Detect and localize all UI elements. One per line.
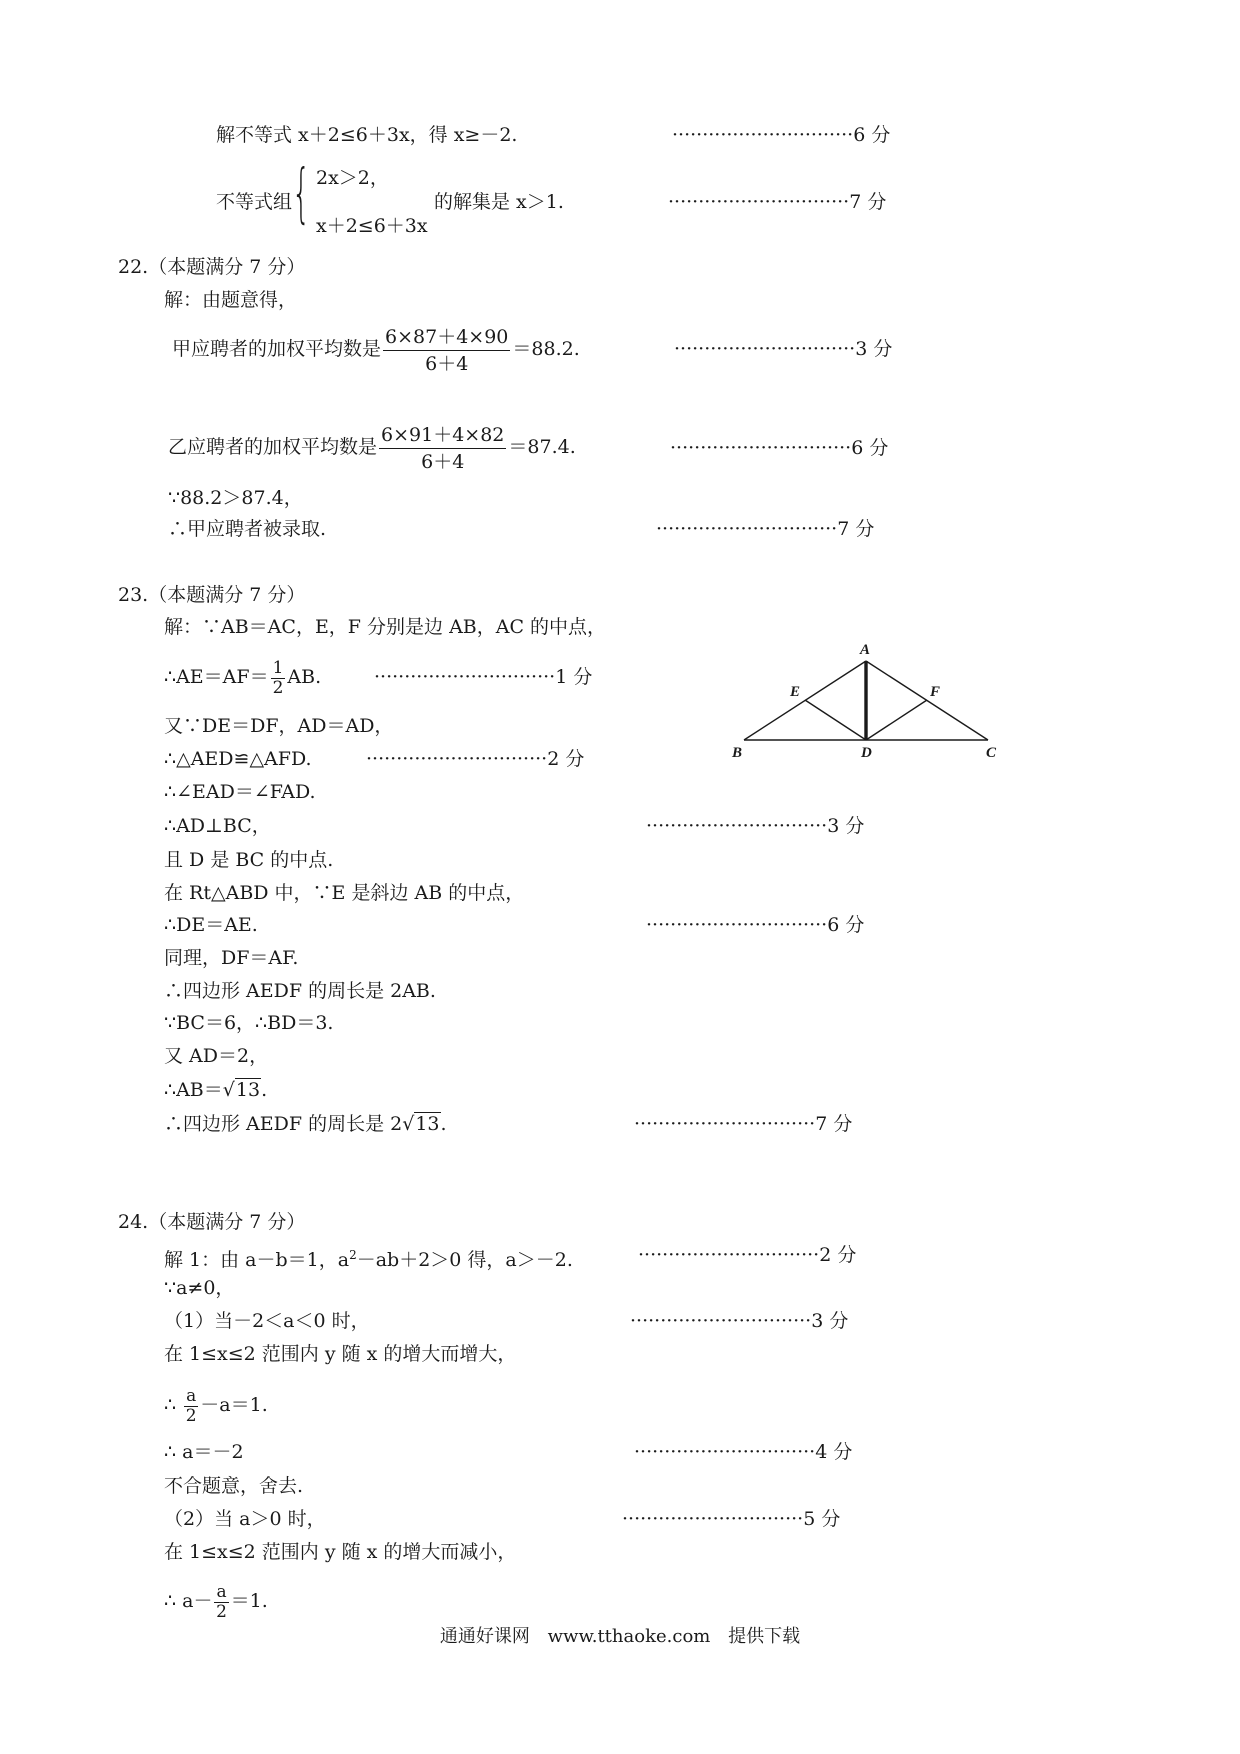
score-mark: ······························2 分 xyxy=(366,748,585,770)
footer-site: 通通好课网 xyxy=(439,1626,530,1647)
answer-line: ∴ a＝－2 xyxy=(164,1441,244,1463)
answer-line: 且 D 是 BC 的中点. xyxy=(164,849,334,871)
answer-line: （1）当－2＜a＜0 时， xyxy=(164,1310,370,1332)
score-mark: ······························7 分 xyxy=(634,1113,853,1135)
label-a: A xyxy=(860,642,871,658)
answer-line: ∵BC＝6，∴BD＝3. xyxy=(164,1012,334,1034)
label-d: D xyxy=(861,745,872,760)
answer-line: 解：∵AB＝AC，E，F 分别是边 AB，AC 的中点， xyxy=(164,616,607,638)
answer-line: ∴DE＝AE. xyxy=(164,914,258,936)
score-mark: ······························5 分 xyxy=(622,1508,841,1530)
fraction: $\frac{a}{2}$ xyxy=(216,1581,227,1622)
question-title: 23.（本题满分 7 分） xyxy=(118,584,306,606)
segment-ed xyxy=(805,700,866,740)
score-mark: ······························6 分 xyxy=(672,124,891,146)
answer-line: ∴四边形 AEDF 的周长是 2AB. xyxy=(164,980,436,1002)
answer-line: ∴四边形 AEDF 的周长是 2√13. xyxy=(164,1113,447,1135)
fraction: $\frac{1}{2}$ xyxy=(272,657,284,698)
label-e: E xyxy=(790,684,801,700)
answer-line: 解 1：由 a－b＝1，$a^2-ab+2>0$ 得，a＞－2. xyxy=(164,1248,573,1271)
answer-line: ∴ a－ $\frac{a}{2}$ ＝1. xyxy=(164,1581,268,1622)
answer-line: 甲应聘者的加权平均数是 $\frac{6\times 87+4\times 90}{6+4}$ ＝88.2. xyxy=(172,325,580,375)
score-mark: ······························7 分 xyxy=(668,191,887,213)
answer-line: ∴AB＝√13. xyxy=(164,1079,268,1101)
answer-line: ∵88.2＞87.4， xyxy=(168,487,303,509)
sqrt-expression: √13 xyxy=(402,1113,440,1135)
answer-line: 又 AD＝2， xyxy=(164,1045,269,1067)
answer-line: ∵a≠0， xyxy=(164,1277,235,1299)
label-b: B xyxy=(732,745,743,760)
answer-line: 解不等式 x＋2≤6＋3x，得 x≥－2. xyxy=(216,124,518,146)
answer-line: 在 1≤x≤2 范围内 y 随 x 的增大而减小， xyxy=(164,1541,517,1563)
segment-fd xyxy=(866,700,927,740)
answer-line: ∴ $\frac{a}{2}$ －a＝1. xyxy=(164,1385,268,1426)
footer-url[interactable]: www.tthaoke.com xyxy=(547,1626,711,1647)
score-mark: ······························3 分 xyxy=(674,338,893,360)
answer-line: 不等式组 xyxy=(216,191,293,213)
fraction: $\frac{6\times 91+4\times 82}{6+4}$ xyxy=(381,423,505,473)
answer-line: 又∵DE＝DF，AD＝AD， xyxy=(164,715,394,737)
label-c: C xyxy=(986,745,997,760)
answer-line: 在 1≤x≤2 范围内 y 随 x 的增大而增大， xyxy=(164,1343,517,1365)
answer-line: 在 Rt△ABD 中，∵E 是斜边 AB 的中点， xyxy=(164,882,525,904)
answer-line: ∴AE＝AF＝ $\frac{1}{2}$ AB. xyxy=(164,657,322,698)
score-mark: ······························6 分 xyxy=(646,914,865,936)
score-mark: ······························7 分 xyxy=(656,518,875,540)
sqrt-expression: √13 xyxy=(222,1079,261,1101)
answer-line: 乙应聘者的加权平均数是 $\frac{6\times 91+4\times 82}{6+4}$ ＝87.4. xyxy=(168,423,576,473)
score-mark: ······························3 分 xyxy=(630,1310,849,1332)
page-footer xyxy=(0,1622,1240,1648)
answer-line: ∴AD⊥BC， xyxy=(164,815,271,837)
score-mark: ······························2 分 xyxy=(638,1244,857,1266)
answer-line: 的解集是 x＞1. xyxy=(434,191,564,213)
answer-line: ∴△AED≌△AFD. xyxy=(164,748,312,770)
answer-line: ∴∠EAD＝∠FAD. xyxy=(164,781,316,803)
label-f: F xyxy=(930,684,941,700)
answer-line: ∴甲应聘者被录取. xyxy=(168,518,327,540)
question-title: 22.（本题满分 7 分） xyxy=(118,256,306,278)
system-equation: x＋2≤6＋3x xyxy=(316,215,428,237)
score-mark: ······························6 分 xyxy=(670,437,889,459)
system-equation: 2x＞2， xyxy=(316,167,389,189)
answer-line: （2）当 a＞0 时， xyxy=(164,1508,326,1530)
fraction: $\frac{a}{2}$ xyxy=(185,1385,197,1426)
score-mark: ······························3 分 xyxy=(646,815,865,837)
score-mark: ······························1 分 xyxy=(374,666,593,688)
brace-symbol: { xyxy=(292,157,311,231)
question-title: 24.（本题满分 7 分） xyxy=(118,1211,306,1233)
answer-line: 不合题意，舍去. xyxy=(164,1475,304,1497)
footer-note: 提供下载 xyxy=(728,1626,801,1647)
triangle-figure xyxy=(730,640,1000,760)
fraction: $\frac{6\times 87+4\times 90}{6+4}$ xyxy=(385,325,509,375)
answer-line: 解：由题意得， xyxy=(164,289,298,311)
score-mark: ······························4 分 xyxy=(634,1441,853,1463)
answer-line: 同理，DF＝AF. xyxy=(164,947,299,969)
